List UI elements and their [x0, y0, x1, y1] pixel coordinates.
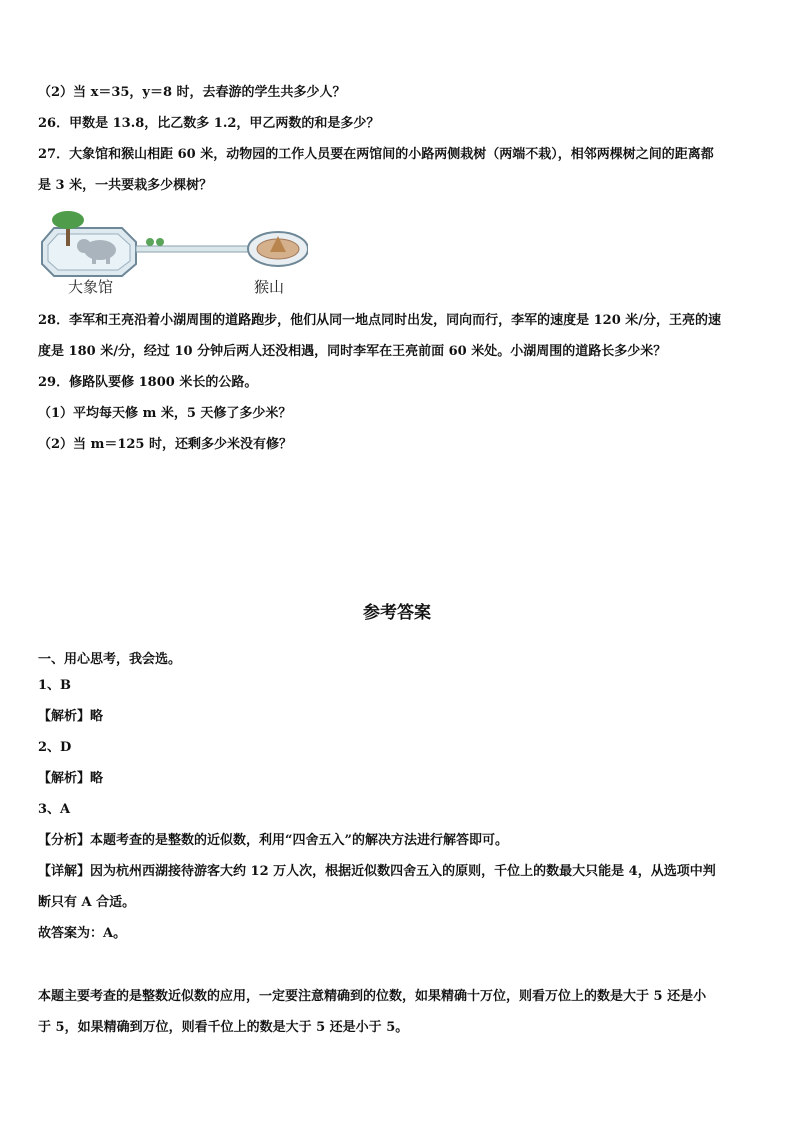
q29: 29．修路队要修 1800 米长的公路。 — [38, 375, 258, 390]
q29-part2: （2）当 m＝125 时，还剩多少米没有修？ — [38, 437, 292, 452]
q27-line2: 是 3 米，一共要栽多少棵树？ — [38, 178, 213, 193]
answer-1: 1、B — [38, 678, 72, 693]
q29-part1: （1）平均每天修 m 米，5 天修了多少米？ — [38, 406, 292, 421]
answers-title: 参考答案 — [363, 603, 431, 623]
answer-3: 3、A — [38, 802, 71, 817]
answer-3-detail-line1: 【详解】因为杭州西湖接待游客大约 12 万人次，根据近似数四舍五入的原则，千位上的数最大只能是 4，从选项中判 — [38, 864, 716, 879]
answers-section1: 一、用心思考，我会选。 — [38, 652, 182, 667]
answer-1-note: 【解析】略 — [38, 709, 104, 724]
answer-3-analysis: 【分析】本题考查的是整数的近似数，利用“四舍五入”的解决方法进行解答即可。 — [38, 833, 508, 848]
answer-2-note: 【解析】略 — [38, 771, 104, 786]
q28-line2: 度是 180 米/分，经过 10 分钟后两人还没相遇，同时李军在王亮前面 60 米处。小湖周围的道路长多少米？ — [38, 344, 667, 359]
summary-line2: 于 5，如果精确到万位，则看千位上的数是大于 5 还是小于 5。 — [38, 1020, 409, 1035]
zoo-path-figure — [40, 206, 308, 298]
elephant-house-label: 大象馆 — [68, 278, 114, 296]
q27-line1: 27．大象馆和猴山相距 60 米，动物园的工作人员要在两馆间的小路两侧栽树（两端不栽），相邻两棵树之间的距离都 — [38, 147, 714, 162]
answer-3-final: 故答案为：A。 — [38, 926, 127, 941]
monkey-hill-label: 猴山 — [254, 278, 285, 296]
summary-line1: 本题主要考查的是整数近似数的应用，一定要注意精确到的位数，如果精确十万位，则看万位上的数是大于 5 还是小 — [38, 989, 707, 1004]
q25-part2: （2）当 x＝35，y＝8 时，去春游的学生共多少人？ — [38, 85, 346, 100]
answer-3-detail-line2: 断只有 A 合适。 — [38, 895, 136, 910]
q26: 26．甲数是 13.8，比乙数多 1.2，甲乙两数的和是多少？ — [38, 116, 380, 131]
answer-2: 2、D — [38, 740, 72, 755]
q28-line1: 28．李军和王亮沿着小湖周围的道路跑步，他们从同一地点同时出发，同向而行，李军的速度是 120 米/分，王亮的速 — [38, 313, 722, 328]
